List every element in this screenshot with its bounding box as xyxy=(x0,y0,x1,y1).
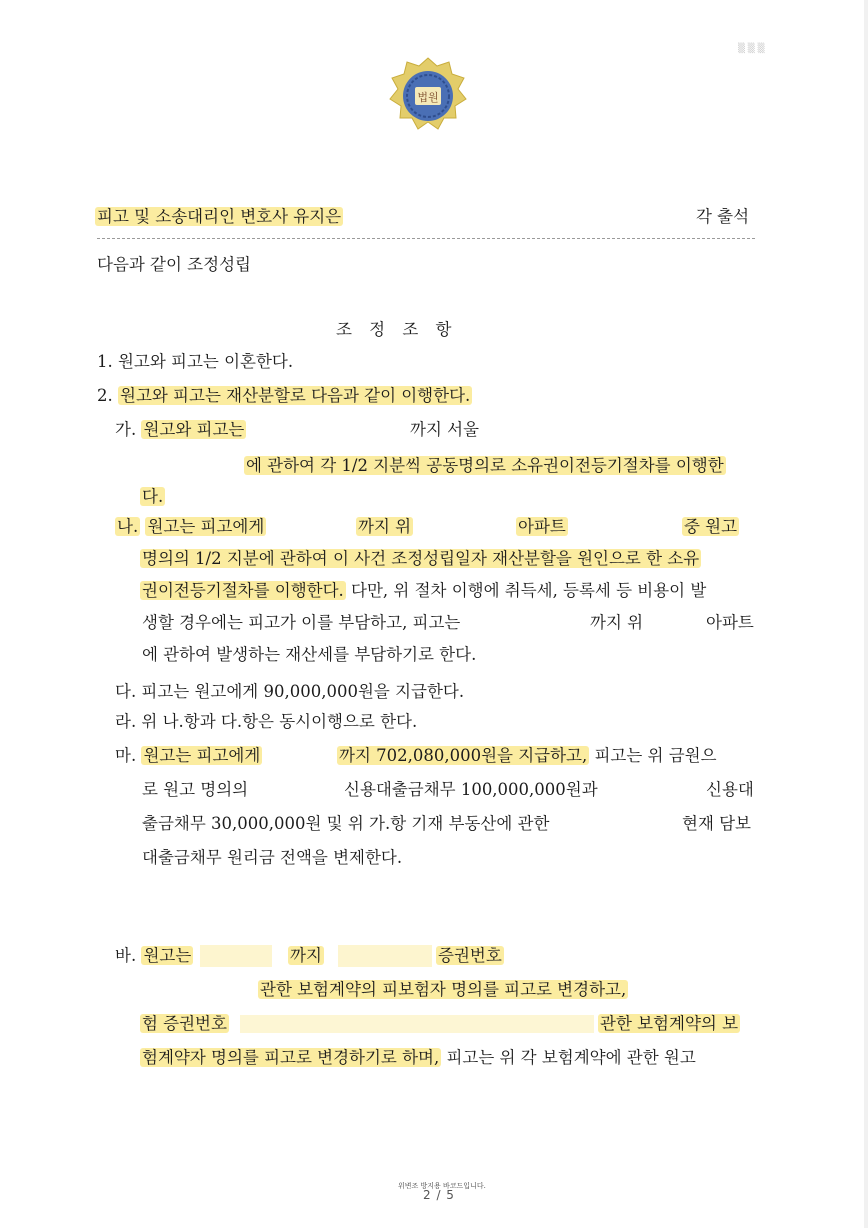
item-ba-l1b-wrap xyxy=(288,945,324,967)
redaction-band xyxy=(338,945,432,967)
item-na-l1c: 아파트 xyxy=(518,517,566,536)
seal-label: 법원 xyxy=(417,91,439,104)
anti-forgery-note: 위변조 방지용 바코드입니다. xyxy=(398,1182,486,1190)
item-da: 다. 피고는 원고에게 90,000,000원을 지급한다. xyxy=(115,682,465,701)
section-title: 조 정 조 항 xyxy=(336,320,458,339)
item-2-number: 2. xyxy=(97,386,113,405)
item-ba-l4a: 험계약자 명의를 피고로 변경하기로 하며, xyxy=(142,1048,440,1067)
item-ba-label: 바. xyxy=(115,946,137,965)
item-ma-l2b: 신용대출금채무 100,000,000원과 xyxy=(344,780,598,799)
item-2-text: 원고와 피고는 재산분할로 다음과 같이 이행한다. xyxy=(120,386,471,405)
item-ba-line3b xyxy=(598,1013,740,1035)
item-na-line1 xyxy=(115,516,266,538)
redaction-band xyxy=(200,945,272,967)
redaction-band xyxy=(240,1015,594,1033)
item-ma-l4: 대출금채무 원리금 전액을 변제한다. xyxy=(142,848,403,867)
item-na-l5: 에 관하여 발생하는 재산세를 부담하기로 한다. xyxy=(142,645,477,664)
item-ba-l2: 관한 보험계약의 피보험자 명의를 피고로 변경하고, xyxy=(260,980,627,999)
item-ma-line1 xyxy=(115,745,262,767)
attendance-status: 각 출석 xyxy=(696,207,750,226)
item-na-l1c-wrap xyxy=(516,516,568,538)
outcome-line: 다음과 같이 조정성립 xyxy=(97,255,251,274)
dashed-divider xyxy=(97,238,755,239)
item-ga-line3 xyxy=(140,486,165,508)
item-na-l3b: 다만, 위 절차 이행에 취득세, 등록세 등 비용이 발 xyxy=(351,581,707,600)
scan-artifact: ▒ ▒ ▒ xyxy=(738,44,765,54)
item-ma-l1b: 까지 702,080,000원을 지급하고, xyxy=(339,746,588,765)
item-ba-l3b: 관한 보험계약의 보 xyxy=(600,1014,739,1033)
item-ba-l4b: 피고는 위 각 보험계약에 관한 원고 xyxy=(446,1048,696,1067)
item-ra: 라. 위 나.항과 다.항은 동시이행으로 한다. xyxy=(115,712,418,731)
item-na-l1a: 원고는 피고에게 xyxy=(147,517,265,536)
item-ma-l2c: 신용대 xyxy=(706,780,754,799)
item-ma-l1b-wrap xyxy=(337,745,717,767)
item-na-l2: 명의의 1/2 지분에 관하여 이 사건 조정성립일자 재산분할을 원인으로 한 소유 xyxy=(142,549,700,568)
item-na-l3a: 권이전등기절차를 이행한다. xyxy=(142,581,344,600)
item-na-line3 xyxy=(140,580,706,602)
item-ba-l1b: 까지 xyxy=(290,946,322,965)
item-ma-l1a: 원고는 피고에게 xyxy=(143,746,261,765)
item-ma-label: 마. xyxy=(115,746,137,765)
item-ma-l1c: 피고는 위 금원으 xyxy=(594,746,717,765)
item-na-l4c: 아파트 xyxy=(706,613,754,632)
item-na-l4b: 까지 위 xyxy=(590,613,644,632)
item-ma-l2a: 로 원고 명의의 xyxy=(142,780,249,799)
item-ga-line2 xyxy=(244,455,726,477)
item-ga-line1 xyxy=(115,419,246,441)
item-na-label: 나. xyxy=(117,517,139,536)
item-ga-label: 가. xyxy=(115,420,137,439)
item-ba-line4 xyxy=(140,1047,696,1069)
item-ma-l3a: 출금채무 30,000,000원 및 위 가.항 기재 부동산에 관한 xyxy=(142,814,550,833)
item-ba-l1a: 원고는 xyxy=(143,946,192,965)
item-ga-l3: 다. xyxy=(142,487,164,506)
item-na-l1d-wrap xyxy=(682,516,739,538)
item-ba-l1c: 증권번호 xyxy=(438,946,502,965)
item-ba-l1c-wrap xyxy=(436,945,504,967)
item-ga-l1a: 원고와 피고는 xyxy=(143,420,245,439)
item-ba-line1 xyxy=(115,945,193,967)
item-na-l1d: 중 원고 xyxy=(684,517,738,536)
item-na-line2 xyxy=(140,548,701,570)
court-seal-icon xyxy=(388,56,468,136)
scan-edge xyxy=(864,0,868,1228)
attendance-line xyxy=(95,206,343,228)
item-1: 1. 원고와 피고는 이혼한다. xyxy=(97,352,294,371)
page-number: 2 / 5 xyxy=(423,1188,455,1202)
item-ma-l3b: 현재 담보 xyxy=(682,814,752,833)
item-ba-line2 xyxy=(258,979,628,1001)
item-ba-l3a: 험 증권번호 xyxy=(142,1014,227,1033)
item-na-l1b: 까지 위 xyxy=(358,517,412,536)
item-2 xyxy=(97,385,472,407)
attendance-left: 피고 및 소송대리인 변호사 유지은 xyxy=(97,207,342,226)
item-ba-line3 xyxy=(140,1013,229,1035)
item-ga-l2: 에 관하여 각 1/2 지분씩 공동명의로 소유권이전등기절차를 이행한 xyxy=(246,456,724,475)
item-ga-l1b: 까지 서울 xyxy=(410,420,480,439)
item-na-l1b-wrap xyxy=(356,516,413,538)
item-na-l4a: 생할 경우에는 피고가 이를 부담하고, 피고는 xyxy=(142,613,461,632)
